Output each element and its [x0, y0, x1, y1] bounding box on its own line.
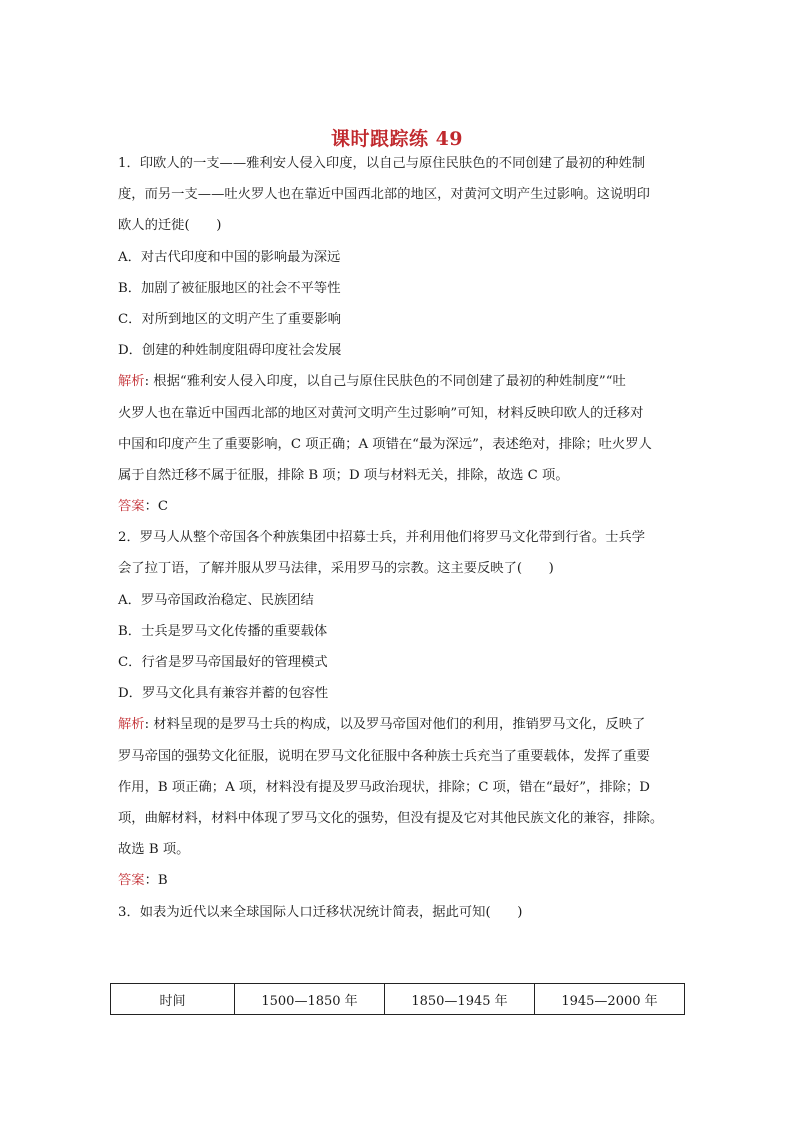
question-1-answer — [118, 491, 678, 522]
migration-table — [110, 983, 685, 1015]
analysis-label: 解析 — [118, 374, 145, 390]
question-content — [118, 148, 678, 928]
question-2-answer — [118, 865, 678, 896]
page-title: 课时跟踪练 49 — [330, 128, 464, 150]
table-header-cell: 1945—2000 年 — [535, 984, 685, 1015]
table-header-cell: 1500—1850 年 — [235, 984, 385, 1015]
question-1-option-b: B．加剧了被征服地区的社会不平等性 — [118, 280, 341, 296]
table-header-row — [111, 984, 685, 1015]
question-2-stem-line: 2．罗马人从整个帝国各个种族集团中招募士兵，并利用他们将罗马文化带到行省。士兵学 — [118, 530, 646, 546]
question-3-stem-line: 3．如表为近代以来全球国际人口迁移状况统计简表，据此可知( ) — [118, 904, 523, 920]
analysis-label: 解析 — [118, 717, 145, 733]
question-2-analysis-line — [118, 709, 678, 740]
question-1-stem-line: 度，而另一支——吐火罗人也在靠近中国西北部的地区，对黄河文明产生过影响。这说明印 — [118, 187, 650, 203]
question-2-analysis-line: 作用，B 项正确；A 项，材料没有提及罗马政治现状，排除；C 项，错在“最好”，排除；D — [118, 779, 650, 795]
question-1-option-c: C．对所到地区的文明产生了重要影响 — [118, 311, 341, 327]
question-1-option-d: D．创建的种姓制度阻碍印度社会发展 — [118, 343, 342, 359]
question-2-analysis-line: 罗马帝国的强势文化征服，说明在罗马文化征服中各种族士兵充当了重要载体，发挥了重要 — [118, 748, 650, 764]
question-2-option-a: A．罗马帝国政治稳定、民族团结 — [118, 592, 314, 608]
question-2-option-b: B．士兵是罗马文化传播的重要载体 — [118, 623, 328, 639]
question-2-option-c: C．行省是罗马帝国最好的管理模式 — [118, 655, 328, 670]
question-1-analysis-line — [118, 366, 678, 397]
answer-value: ：B — [144, 873, 168, 889]
question-2-analysis-line: 项，曲解材料，材料中体现了罗马文化的强势，但没有提及它对其他民族文化的兼容，排除。 — [118, 810, 664, 826]
analysis-text: : 材料呈现的是罗马士兵的构成，以及罗马帝国对他们的利用，推销罗马文化，反映了 — [144, 717, 646, 733]
question-2-analysis-line: 故选 B 项。 — [118, 842, 190, 858]
question-1-option-a: A．对古代印度和中国的影响最为深远 — [118, 249, 341, 265]
table-header-cell: 时间 — [111, 984, 235, 1015]
question-1-analysis-line: 中国和印度产生了重要影响，C 项正确；A 项错在“最为深远”，表述绝对，排除；吐火罗人 — [118, 436, 652, 452]
answer-value: ：C — [144, 499, 169, 515]
question-1-analysis-line: 属于自然迁移不属于征服，排除 B 项；D 项与材料无关，排除，故选 C 项。 — [118, 467, 569, 483]
question-1-stem-line: 欧人的迁徙( ) — [118, 218, 222, 234]
answer-label: 答案 — [118, 873, 145, 889]
answer-label: 答案 — [118, 499, 145, 515]
table-header-cell: 1850—1945 年 — [385, 984, 535, 1015]
question-2-stem-line: 会了拉丁语，了解并服从罗马法律，采用罗马的宗教。这主要反映了( ) — [118, 561, 554, 577]
question-1-stem-line: 1．印欧人的一支——雅利安人侵入印度，以自己与原住民肤色的不同创建了最初的种姓制 — [118, 156, 646, 171]
analysis-text: : 根据“雅利安人侵入印度，以自己与原住民肤色的不同创建了最初的种姓制度”“吐 — [144, 374, 626, 390]
question-1-analysis-line: 火罗人也在靠近中国西北部的地区对黄河文明产生过影响”可知，材料反映印欧人的迁移对 — [118, 405, 644, 421]
question-2-option-d: D．罗马文化具有兼容并蓄的包容性 — [118, 686, 329, 702]
